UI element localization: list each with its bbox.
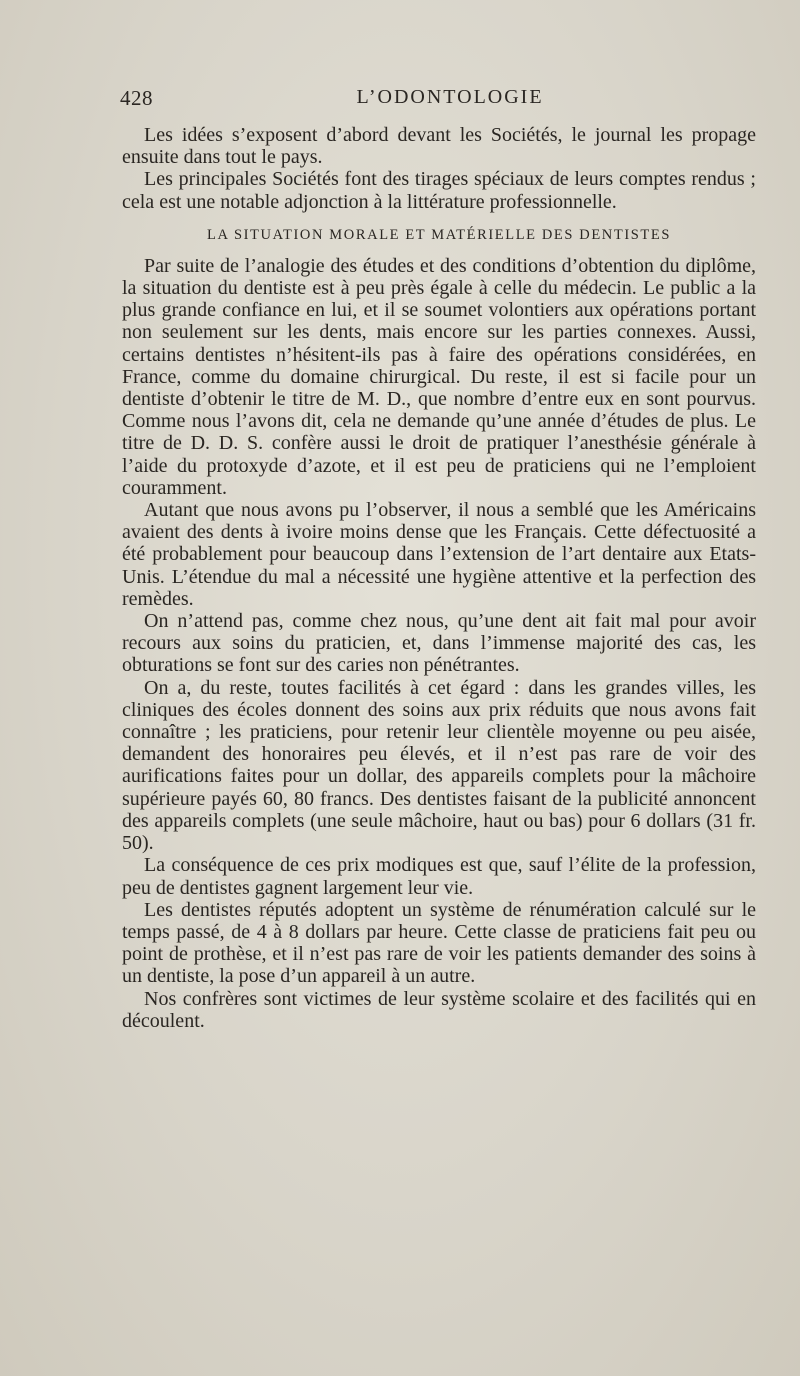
running-head <box>120 86 760 116</box>
section-heading: LA SITUATION MORALE ET MATÉRIELLE DES DENTISTES <box>207 226 671 243</box>
paragraph: Les idées s’exposent d’abord devant les Sociétés, le journal les propage ensuite dans tout le pays. <box>122 124 756 169</box>
paragraph: La conséquence de ces prix modiques est que, sauf l’élite de la profession, peu de dentistes gagnent largement leur vie. <box>122 854 756 899</box>
paragraph: Autant que nous avons pu l’observer, il nous a semblé que les Américains avaient des dents à ivoire moins dense que les Français. Cette défectuosité a été probablement pour beaucoup dans l’extension de l’art dentaire aux Etats-Unis. L’étendue du mal a nécessité une hygiène attentive et la perfection des remèdes. <box>122 499 756 610</box>
paragraph: Les principales Sociétés font des tirages spéciaux de leurs comptes rendus ; cela est une notable adjonction à la littérature professionnelle. <box>122 168 756 213</box>
paragraph: Les dentistes réputés adoptent un système de rénumération calculé sur le temps passé, de 4 à 8 dollars par heure. Cette classe de praticiens fait peu ou point de prothèse, et il n’est pas rare de voir les patients demander des soins à un dentiste, la pose d’un appareil à un autre. <box>122 898 756 988</box>
journal-title: L’ODONTOLOGIE <box>356 86 544 108</box>
paragraph: Nos confrères sont victimes de leur système scolaire et des facilités qui en découlent. <box>122 987 756 1032</box>
body-text <box>122 124 756 1032</box>
paragraph: On n’attend pas, comme chez nous, qu’une dent ait fait mal pour avoir recours aux soins du praticien, et, dans l’immense majorité des cas, les obturations se font sur des caries non pénétrantes. <box>122 610 756 677</box>
page-number: 428 <box>120 86 153 110</box>
paragraph: Par suite de l’analogie des études et des conditions d’obtention du diplôme, la situation du dentiste est à peu près égale à celle du médecin. Le public a la plus grande confiance en lui, et il se soumet volontiers aux opérations portant non seulement sur les dents, mais encore sur les parties connexes. Aussi, certains dentistes n’hésitent-ils pas à faire des opérations considérées, en France, comme du domaine chirurgical. Du reste, il est si facile pour un dentiste d’obtenir le titre de M. D., que nombre d’entre eux en sont pourvus. Comme nous l’avons dit, cela ne demande qu’une année d’études de plus. Le titre de D. D. S. confère aussi le droit de pratiquer l’anesthésie générale à l’aide du protoxyde d’azote, et il est peu de praticiens qui ne l’emploient couramment. <box>122 254 756 499</box>
paragraph: On a, du reste, toutes facilités à cet égard : dans les grandes villes, les cliniques des écoles donnent des soins aux prix réduits que nous avons fait connaître ; les praticiens, pour retenir leur clientèle moyenne ou peu aisée, demandent des honoraires peu élevés, et il n’est pas rare de voir des aurifications faites pour un dollar, des appareils complets pour la mâchoire supérieure payés 60, 80 francs. Des dentistes faisant de la publicité annoncent des appareils complets (une seule mâchoire, haut ou bas) pour 6 dollars (31 fr. 50). <box>122 676 756 855</box>
